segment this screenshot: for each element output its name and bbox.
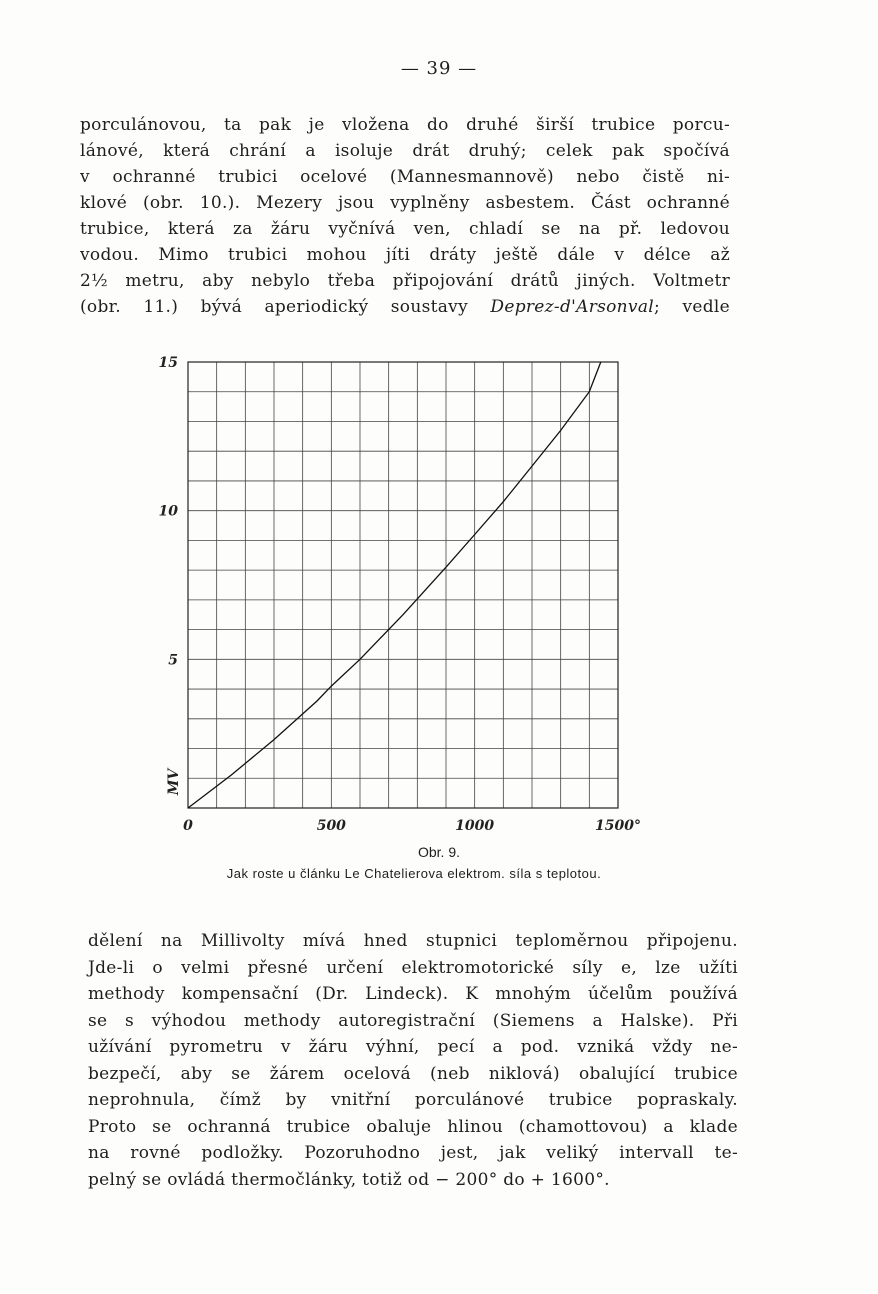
text-line: v ochranné trubici ocelové (Mannesmannově) nebo čistě ni- [80, 167, 730, 187]
text-line: lánové, která chrání a isoluje drát druhý; celek pak spočívá [80, 141, 730, 161]
x-tick-label: 1000 [455, 818, 495, 834]
text-line [80, 294, 730, 320]
series-line [188, 362, 601, 808]
text-line: klové (obr. 10.). Mezery jsou vyplněny asbestem. Část ochranné [80, 193, 730, 213]
y-tick-label: 15 [158, 355, 178, 371]
author-name: Deprez-d'Arsonval [490, 297, 655, 317]
figure-label: Obr. 9. [417, 844, 461, 860]
y-tick-label: 10 [158, 503, 178, 520]
text-line: methody kompensační (Dr. Lindeck). K mnohým účelům používá [88, 984, 738, 1004]
paragraph-top [80, 112, 730, 320]
text-line: se s výhodou methody autoregistrační (Siemens a Halske). Při [88, 1010, 738, 1031]
text-line: bezpečí, aby se žárem ocelová (neb niklová) obalující trubice [88, 1063, 738, 1084]
text-line: pelný se ovládá thermočlánky, totiž od − 200° do + 1600°. [88, 1169, 610, 1190]
text-line: Proto se ochranná trubice obaluje hlinou (chamottovou) a klade [88, 1116, 738, 1137]
text-segment: (obr. 11.) bývá aperiodický soustavy [80, 297, 491, 317]
paragraph-bottom [88, 928, 738, 1193]
text-line: vodou. Mimo trubici mohou jíti dráty ještě dále v délce až [80, 245, 730, 265]
page-number: — 39 — [400, 58, 478, 79]
x-tick-label: 1500° [595, 818, 641, 834]
figure-caption: Jak roste u článku Le Chatelierova elektrom. síla s teplotou. [226, 866, 602, 881]
y-tick-label: 5 [168, 652, 178, 669]
plot-frame [188, 362, 618, 808]
text-segment: ; vedle [654, 297, 730, 317]
text-line: trubice, která za žáru vyčnívá ven, chladí se na př. ledovou [80, 219, 730, 239]
text-line: neprohnula, čímž by vnitřní porculánové trubice popraskaly. [88, 1090, 738, 1110]
x-tick-label: 0 [183, 818, 193, 834]
text-line: 2½ metru, aby nebylo třeba připojování drátů jiných. Voltmetr [80, 271, 730, 291]
text-line: dělení na Millivolty mívá hned stupnici teploměrnou připojenu. [88, 931, 738, 951]
text-line: porculánovou, ta pak je vložena do druhé širší trubice porcu- [80, 115, 730, 135]
text-line: na rovné podložky. Pozoruhodno jest, jak veliký intervall te- [88, 1143, 738, 1163]
x-tick-label: 500 [316, 818, 346, 834]
y-axis-label: MV [166, 768, 182, 796]
text-line: užívání pyrometru v žáru výhní, pecí a pod. vzniká vždy ne- [88, 1037, 738, 1057]
figure-chart [150, 350, 670, 840]
text-line: Jde-li o velmi přesné určení elektromotorické síly e, lze užíti [88, 957, 738, 978]
chart-svg [150, 350, 670, 840]
